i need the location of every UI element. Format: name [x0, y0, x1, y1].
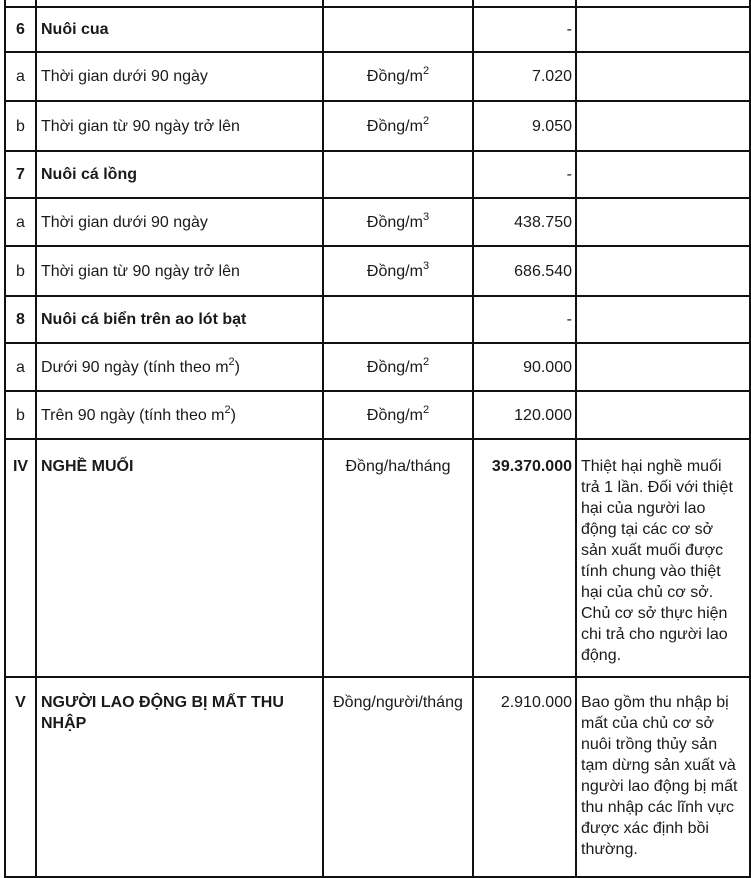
item-name: Thời gian dưới 90 ngày — [36, 52, 323, 101]
note-line: thường. — [581, 841, 638, 858]
table-row-section-v — [5, 677, 750, 877]
row-number: a — [5, 198, 36, 246]
table-row-section-iv — [5, 439, 750, 677]
item-name-text: Dưới 90 ngày (tính theo m — [41, 358, 229, 376]
unit-exponent: 3 — [422, 259, 430, 272]
unit — [323, 391, 473, 439]
compensation-table — [4, 0, 751, 878]
item-name-end: ) — [234, 358, 240, 376]
item-name: NGHỀ MUỐI — [36, 439, 323, 677]
item-name: Thời gian dưới 90 ngày — [36, 198, 323, 246]
table-row — [5, 7, 750, 52]
item-name — [36, 343, 323, 391]
unit-exponent: 2 — [422, 114, 430, 127]
note — [576, 296, 750, 343]
value: 438.750 — [473, 198, 576, 246]
unit-exponent: 3 — [422, 210, 430, 223]
note — [576, 439, 750, 677]
item-name-text: Trên 90 ngày (tính theo m — [41, 406, 225, 424]
unit — [323, 198, 473, 246]
unit — [323, 246, 473, 296]
unit: Đồng/người/tháng — [323, 677, 473, 877]
note-line: tạm dừng sản xuất và — [581, 757, 736, 774]
note-line: hại của người lao — [581, 500, 706, 517]
row-number: a — [5, 52, 36, 101]
row-number: IV — [5, 439, 36, 677]
unit — [323, 296, 473, 343]
value: - — [473, 7, 576, 52]
unit — [323, 52, 473, 101]
unit-exponent: 2 — [422, 65, 430, 77]
table-row — [5, 296, 750, 343]
value: 120.000 — [473, 391, 576, 439]
note — [576, 7, 750, 52]
note — [576, 677, 750, 877]
item-name-exponent: 2 — [224, 403, 231, 416]
note-line: hại của chủ cơ sở. — [581, 584, 714, 601]
unit — [323, 101, 473, 151]
note-line: trả 1 lần. Đối với thiệt — [581, 479, 733, 496]
note-line: động. — [581, 647, 622, 664]
table-row — [5, 343, 750, 391]
row-number: V — [5, 677, 36, 877]
row-number: b — [5, 391, 36, 439]
note-line: thu nhập các lĩnh vực — [581, 799, 735, 816]
value: 90.000 — [473, 343, 576, 391]
table-row — [5, 198, 750, 246]
row-number: a — [5, 343, 36, 391]
unit-exponent: 2 — [422, 403, 430, 416]
note-line: tính chung vào thiệt — [581, 563, 721, 580]
note-line: chi trả cho người lao — [581, 626, 728, 643]
value: 686.540 — [473, 246, 576, 296]
note-line: động tại các cơ sở — [581, 521, 714, 538]
item-name: Nuôi cá biển trên ao lót bạt — [36, 296, 323, 343]
unit — [323, 151, 473, 198]
unit: Đồng/ha/tháng — [323, 439, 473, 677]
unit — [323, 7, 473, 52]
unit-exponent: 2 — [422, 355, 430, 368]
note-line: mất của chủ cơ sở — [581, 715, 715, 732]
unit-text: Đồng/m — [366, 406, 423, 424]
item-name-end: ) — [230, 406, 236, 424]
value: 7.020 — [473, 52, 576, 101]
table-row — [5, 246, 750, 296]
unit-text: Đồng/m — [366, 213, 423, 231]
note-line: Chủ cơ sở thực hiện — [581, 605, 728, 622]
item-name: NGƯỜI LAO ĐỘNG BỊ MẤT THU NHẬP — [36, 677, 323, 877]
row-number: 8 — [5, 296, 36, 343]
unit-text: Đồng/m — [366, 358, 423, 376]
note-line: Thiệt hại nghề muối — [581, 458, 722, 475]
note — [576, 52, 750, 101]
table-row — [5, 52, 750, 101]
note — [576, 151, 750, 198]
unit-text: Đồng/m — [366, 262, 423, 280]
note-line: người lao động bị mất — [581, 778, 738, 795]
row-number: 7 — [5, 151, 36, 198]
note — [576, 343, 750, 391]
row-number: b — [5, 101, 36, 151]
value: 39.370.000 — [473, 439, 576, 677]
item-name: Nuôi cua — [36, 7, 323, 52]
item-name: Thời gian từ 90 ngày trở lên — [36, 246, 323, 296]
note-line: sản xuất muối được — [581, 542, 724, 559]
note — [576, 391, 750, 439]
row-number: b — [5, 246, 36, 296]
table-row — [5, 151, 750, 198]
row-number: 6 — [5, 7, 36, 52]
note-line: Bao gồm thu nhập bị — [581, 694, 729, 711]
note — [576, 198, 750, 246]
value: 2.910.000 — [473, 677, 576, 877]
item-name: Nuôi cá lồng — [36, 151, 323, 198]
unit-text: Đồng/m — [366, 68, 423, 85]
table-row — [5, 391, 750, 439]
note — [576, 246, 750, 296]
value: 9.050 — [473, 101, 576, 151]
item-name-exponent: 2 — [228, 355, 235, 368]
item-name: Thời gian từ 90 ngày trở lên — [36, 101, 323, 151]
unit-text: Đồng/m — [366, 117, 423, 135]
value: - — [473, 296, 576, 343]
value: - — [473, 151, 576, 198]
note-line: được xác định bồi — [581, 820, 709, 837]
item-name — [36, 391, 323, 439]
note-line: nuôi trồng thủy sản — [581, 736, 718, 753]
table-row-previous — [5, 0, 750, 7]
note — [576, 101, 750, 151]
unit — [323, 343, 473, 391]
table-row — [5, 101, 750, 151]
